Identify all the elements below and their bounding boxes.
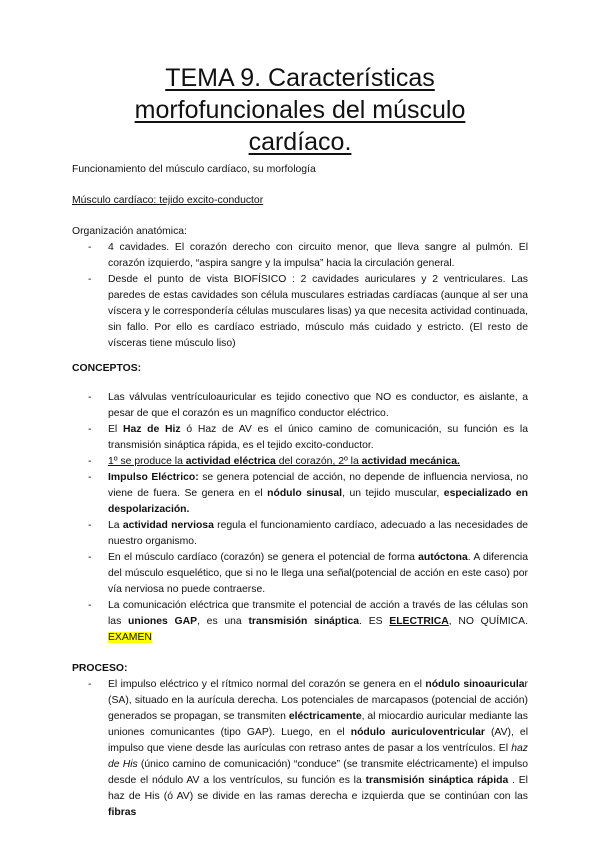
list-item: - Desde el punto de vista BIOFÍSICO : 2 cavidades auriculares y 2 ventriculares. Las paredes de estas cavidades son célula musculares estriadas cardíacas (aunque al ser una víscera y le correspondería células musculares lisas) ya que necesita actividad continuada, sin fallo. Por ello es cardíaco estriado, músculo más cuidado y estricto. (El resto de vísceras tiene músculo liso)	[88, 274, 528, 349]
title-line-2: morfofuncionales del músculo	[134, 96, 466, 124]
list-item: - La actividad nerviosa regula el funcionamiento cardíaco, adecuado a las necesidades de nuestro organismo.	[88, 520, 528, 547]
organization-heading: Organización anatómica:	[72, 226, 187, 237]
concepts-list	[88, 390, 528, 646]
exam-highlight: EXAMEN	[108, 632, 152, 643]
section-subtitle: Músculo cardíaco: tejido excito-conductor	[72, 195, 264, 206]
intro-text: Funcionamiento del músculo cardíaco, su morfología	[72, 164, 316, 175]
concepts-heading: CONCEPTOS:	[72, 363, 142, 374]
list-item: - En el músculo cardíaco (corazón) se genera el potencial de forma autóctona. A diferencia del músculo esquelético, que si no le llega una señal(potencial de acción en este caso) por vía nerviosa no puede contraerse.	[88, 552, 529, 595]
list-item: - 1º se produce la actividad eléctrica del corazón, 2º la actividad mecánica.	[88, 456, 460, 467]
process-heading: PROCESO:	[72, 663, 128, 674]
list-item: - Impulso Eléctrico: se genera potencial de acción, no depende de influencia nerviosa, no viene de fuera. Se genera en el nódulo sinusal, un tejido muscular, especializado en despolarización.	[88, 472, 528, 515]
list-item: - 4 cavidades. El corazón derecho con circuito menor, que lleva sangre al pulmón. El corazón izquierdo, “aspira sangre y la impulsa” hacia la circulación general.	[88, 242, 528, 269]
list-item: - El Haz de Hiz ó Haz de AV es el único camino de comunicación, su función es la transmisión sináptica rápida, es el tejido excito-conductor.	[88, 424, 528, 451]
organization-list	[88, 240, 528, 352]
list-item: - Las válvulas ventrículoauricular es tejido conectivo que NO es conductor, es aislante, a pesar de que el corazón es un magnífico conductor eléctrico.	[88, 392, 528, 419]
list-item: - El impulso eléctrico y el rítmico normal del corazón se genera en el nódulo sinoauricular (SA), situado en la aurícula derecha. Los potenciales de marcapasos (potencial de acción) generados se propagan, se transmiten eléctricamente, al miocardio auricular mediante las uniones comunicantes (tipo GAP). Luego, en el nódulo auriculoventricular (AV), el impulso que viene desde las aurículas con retraso antes de pasar a los ventrículos. El haz de His (único camino de comunicación) “conduce” (se transmite eléctricamente) el impulso desde el nódulo AV a los ventrículos, su función es la transmisión sináptica rápida . El haz de His (ó AV) se divide en las ramas derecha e izquierda que se continúan con las fibras	[88, 679, 528, 818]
title-line-3: cardíaco.	[248, 128, 352, 156]
title-line-1: TEMA 9. Características	[165, 64, 435, 92]
process-list	[88, 677, 528, 821]
list-item: - La comunicación eléctrica que transmite el potencial de acción a través de las células son las uniones GAP, es una transmisión sináptica. ES ELECTRICA, NO QUÍMICA. EXAMEN	[88, 600, 528, 643]
page-title	[60, 62, 540, 158]
